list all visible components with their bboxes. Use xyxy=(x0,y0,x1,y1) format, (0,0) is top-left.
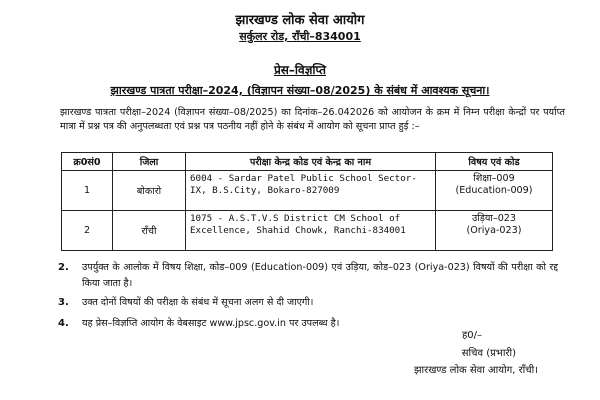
table-header-row xyxy=(62,153,553,171)
subject-hindi: शिक्षा–009 xyxy=(473,173,515,184)
org-name: झारखण्ड लोक सेवा आयोग xyxy=(235,13,365,28)
cell-sno: 1 xyxy=(62,171,113,211)
subject-english: (Education-009) xyxy=(455,185,533,196)
cell-subject xyxy=(436,211,553,251)
cell-district: बोकारो xyxy=(113,171,186,211)
signatory-organisation: झारखण्ड लोक सेवा आयोग, राँची। xyxy=(413,365,538,376)
col-header-subject: विषय एवं कोड xyxy=(436,153,553,171)
cell-subject xyxy=(436,171,553,211)
col-header-district: जिला xyxy=(113,153,186,171)
subject-english: (Oriya-023) xyxy=(466,225,522,236)
point-text: उक्त दोनों विषयों की परीक्षा के संबंध में सूचना अलग से दी जाएगी। xyxy=(82,297,314,308)
point-number: 4. xyxy=(58,318,69,329)
exam-centre-table xyxy=(61,152,553,251)
point-number: 2. xyxy=(58,262,69,273)
org-address: सर्कुलर रोड, राँची–834001 xyxy=(239,30,361,43)
point-text: यह प्रेस–विज्ञप्ति आयोग के वेबसाइट www.jpsc.gov.in पर उपलब्ध है। xyxy=(82,318,340,329)
col-header-centre: परीक्षा केन्द्र कोड एवं केन्द्र का नाम xyxy=(186,153,436,171)
col-header-sno: क्र0सं0 xyxy=(62,153,113,171)
signature-mark: ह0/– xyxy=(461,330,482,341)
table-row xyxy=(62,171,553,211)
subject-hindi: उड़िया–023 xyxy=(471,213,517,224)
press-release-title: प्रेस–विज्ञप्ति xyxy=(273,63,327,77)
point-number: 3. xyxy=(58,297,69,308)
intro-paragraph: झारखण्ड पात्रता परीक्षा–2024 (विज्ञापन संख्या–08/2025) का दिनांक–26.042026 को आयोजन के क्रम में निम्न परीक्षा केन्द्रों पर पर्याप्त मात्रा में प्रश्न पत्र की अनुपलब्धता एवं प्रश्न पत्र पठनीय नहीं होने के संबंध में आयोग को सूचना प्राप्त हुई :– xyxy=(60,107,565,132)
cell-district: राँची xyxy=(113,211,186,251)
subject-line: झारखण्ड पात्रता परीक्षा–2024, (विज्ञापन संख्या–08/2025) के संबंध में आवश्यक सूचना। xyxy=(110,84,490,97)
cell-centre: 1075 - A.S.T.V.S District CM School of Excellence, Shahid Chowk, Ranchi-834001 xyxy=(186,211,436,251)
cell-centre: 6004 - Sardar Patel Public School Sector-IX, B.S.City, Bokaro-827009 xyxy=(186,171,436,211)
table-row xyxy=(62,211,553,251)
cell-sno: 2 xyxy=(62,211,113,251)
signatory-designation: सचिव (प्रभारी) xyxy=(461,348,516,359)
point-text: उपर्युक्त के आलोक में विषय शिक्षा, कोड–009 (Education-009) एवं उड़िया, कोड–023 (Oriya-023) विषयों की परीक्षा को रद्द किया जाता है। xyxy=(82,262,558,289)
